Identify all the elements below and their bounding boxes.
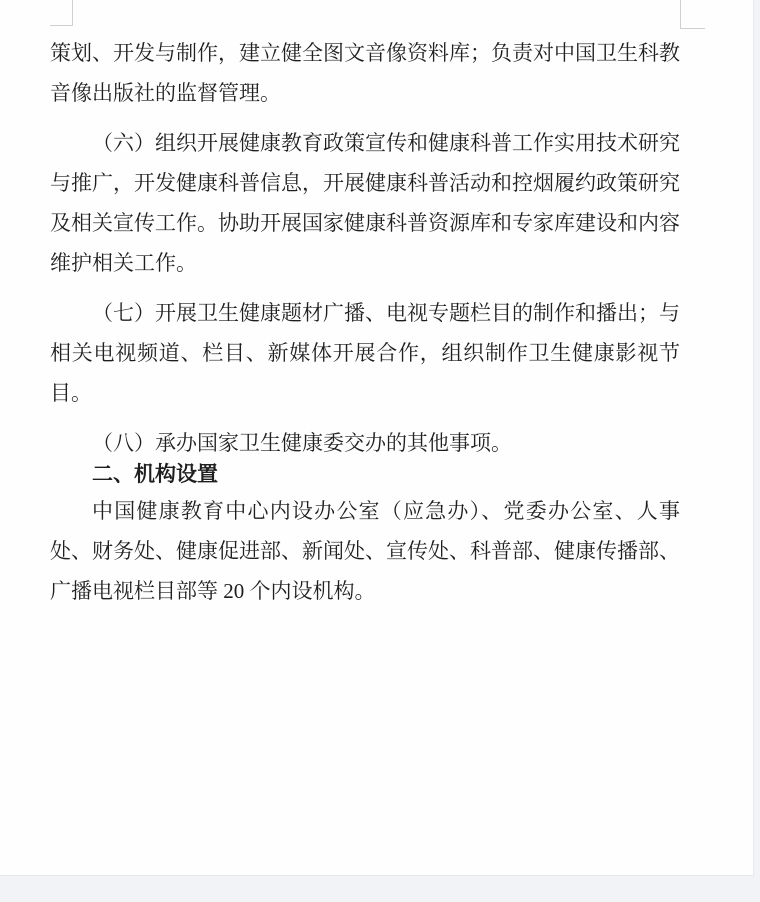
- section-heading-org-setup: 二、机构设置: [92, 463, 218, 486]
- paragraph-item-six: （六）组织开展健康教育政策宣传和健康科普工作实用技术研究与推广，开发健康科普信息，开展健康科普活动和控烟履约政策研究及相关宣传工作。协助开展国家健康科普资源库和专家库建设和内容维护相关工作。: [50, 131, 680, 275]
- text-boundary-mark-top-left-icon: [50, 0, 73, 26]
- paragraph-item-eight: （八）承办国家卫生健康委交办的其他事项。: [92, 431, 512, 455]
- text-boundary-mark-top-right-icon: [680, 0, 705, 29]
- paragraph-item-seven: （七）开展卫生健康题材广播、电视专题栏目的制作和播出；与相关电视频道、栏目、新媒体开展合作，组织制作卫生健康影视节目。: [50, 301, 680, 405]
- document-body: [50, 33, 680, 611]
- paragraph-org-structure: 中国健康教育中心内设办公室（应急办）、党委办公室、人事处、财务处、健康促进部、新闻处、宣传处、科普部、健康传播部、广播电视栏目部等 20 个内设机构。: [50, 499, 680, 603]
- paragraph-continuation: 策划、开发与制作，建立健全图文音像资料库；负责对中国卫生科教音像出版社的监督管理。: [50, 41, 680, 105]
